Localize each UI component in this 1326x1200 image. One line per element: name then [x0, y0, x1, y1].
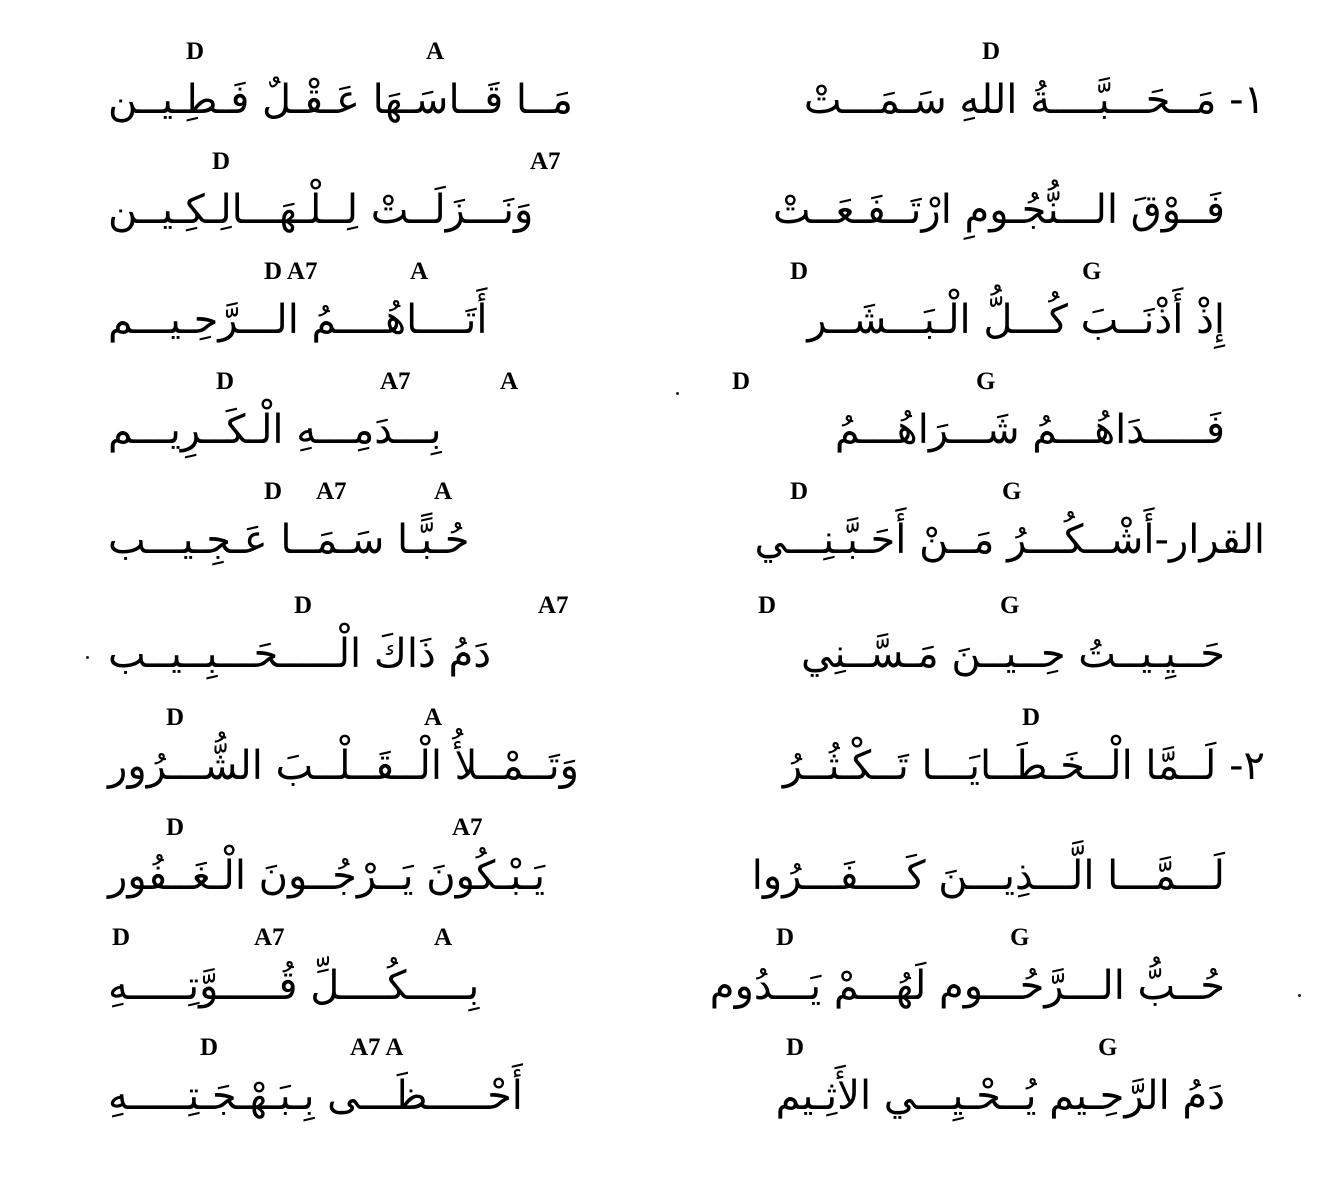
chord: A [424, 704, 443, 731]
chord: A [410, 258, 429, 285]
lyric-left: وَنَـــزَلَــتْ لِــلْـهَـــالِـكِـيــن [108, 187, 534, 233]
chord: D [790, 258, 809, 285]
verse-line-3 [0, 258, 1326, 370]
verse-line-6 [0, 592, 1326, 704]
chord: A [426, 38, 445, 65]
lyric-left: يَـبْـكُونَ يَــرْجُــونَ الْـغَــفُور [108, 853, 546, 899]
verse-line-10 [0, 1034, 1326, 1146]
chord: D A7 [264, 258, 318, 285]
chord: G [1098, 1034, 1118, 1061]
chord: G [1082, 258, 1102, 285]
chord: D [200, 1034, 219, 1061]
verse-line-7 [0, 704, 1326, 816]
verse-line-8 [0, 814, 1326, 926]
verse-line-5 [0, 478, 1326, 590]
chord: A7 [538, 592, 569, 619]
chord: D [1022, 704, 1041, 731]
chord: D [212, 148, 231, 175]
verse-line-1 [0, 38, 1326, 150]
lyric-right: ٢- لَــمَّا الْــخَـطَــايَـــا تَــكْـثُــرُ [782, 743, 1265, 789]
lyric-right: حُــبُّ الـــرَّحُـــوم لَهُـــمْ يَـــدُوم [709, 963, 1225, 1009]
lyric-left: دَمُ ذَاكَ الْـــــحَـــبِــيــب [108, 631, 492, 677]
lyric-right: دَمُ الرَّحِـيم يُــحْـيِـــي الأَثِـيم [775, 1073, 1225, 1119]
chord: D [264, 478, 283, 505]
chord: D [982, 38, 1001, 65]
chord: A7 [380, 368, 411, 395]
lyric-left: حُـبًّـا سَـمَــا عَـجِـيـــب [108, 517, 470, 563]
verse-line-2 [0, 148, 1326, 260]
chord: D [166, 814, 185, 841]
lyric-right: فَـــــدَاهُـــمُ شَـــرَاهُـــمُ [834, 407, 1225, 453]
scan-speck [86, 656, 89, 659]
chord: A7 [254, 924, 285, 951]
chord: G [976, 368, 996, 395]
chord: D [112, 924, 131, 951]
chord: G [1010, 924, 1030, 951]
lyric-right: لَـــمَّـــا الَّـــذِيـــنَ كَــــفَـــرُوا [751, 853, 1225, 899]
chord: D [186, 38, 205, 65]
verse-line-9 [0, 924, 1326, 1036]
chord: A7 [452, 814, 483, 841]
chord: D [790, 478, 809, 505]
lyric-right: فَــوْقَ الـــنُّجُـومِ ارْتَــفَـعَــتْ [772, 187, 1225, 233]
chord: A [434, 478, 453, 505]
verse-line-4 [0, 368, 1326, 480]
lyric-left: أَحْـــــظَـــى بِـبَـهْـجَـتِـــــهِ [108, 1073, 523, 1119]
lyric-left: مَــا قَــاسَـهَا عَـقْـلٌ فَـطِـيــن [108, 77, 573, 123]
lyric-left: أَتَــــاهُــــمُ الـــرَّحِـيـــم [108, 297, 488, 343]
chord: D [216, 368, 235, 395]
chord: A [500, 368, 519, 395]
chord: A7 [530, 148, 561, 175]
chord: G [1002, 478, 1022, 505]
lyric-left: بِـــدَمِـــهِ الْـكَــرِيـــم [108, 407, 442, 453]
lyric-left: بِـــــكُــــلِّ قُـــــوَّتِـــــهِ [108, 963, 480, 1009]
chord: D [786, 1034, 805, 1061]
chord: A [434, 924, 453, 951]
scan-speck [1298, 994, 1301, 997]
lyric-right: إِذْ أَذْنَــبَ كُـــلُّ الْـبَـــشَــر [807, 297, 1225, 343]
chord: D [732, 368, 751, 395]
chord: D [758, 592, 777, 619]
lyric-right: ١- مَــحَـــبَّــــةُ اللهِ سَـمَـــتْ [803, 77, 1265, 123]
scan-speck [676, 392, 679, 395]
lyric-right: القرار-أَشْــكُـــرُ مَــنْ أَحَـبَّـنِـــي [754, 517, 1265, 563]
chord: G [1000, 592, 1020, 619]
lyric-left: وَتَــمْــلأُ الْــقَــلْــبَ الشُّـــرُور [108, 743, 579, 789]
lyric-right: حَــيِـيــتُ حِــيــنَ مَـسَّــنِي [801, 631, 1225, 677]
chord: D [294, 592, 313, 619]
chord: A7 A [350, 1034, 404, 1061]
chord: D [166, 704, 185, 731]
chord: D [776, 924, 795, 951]
chord: A7 [316, 478, 347, 505]
